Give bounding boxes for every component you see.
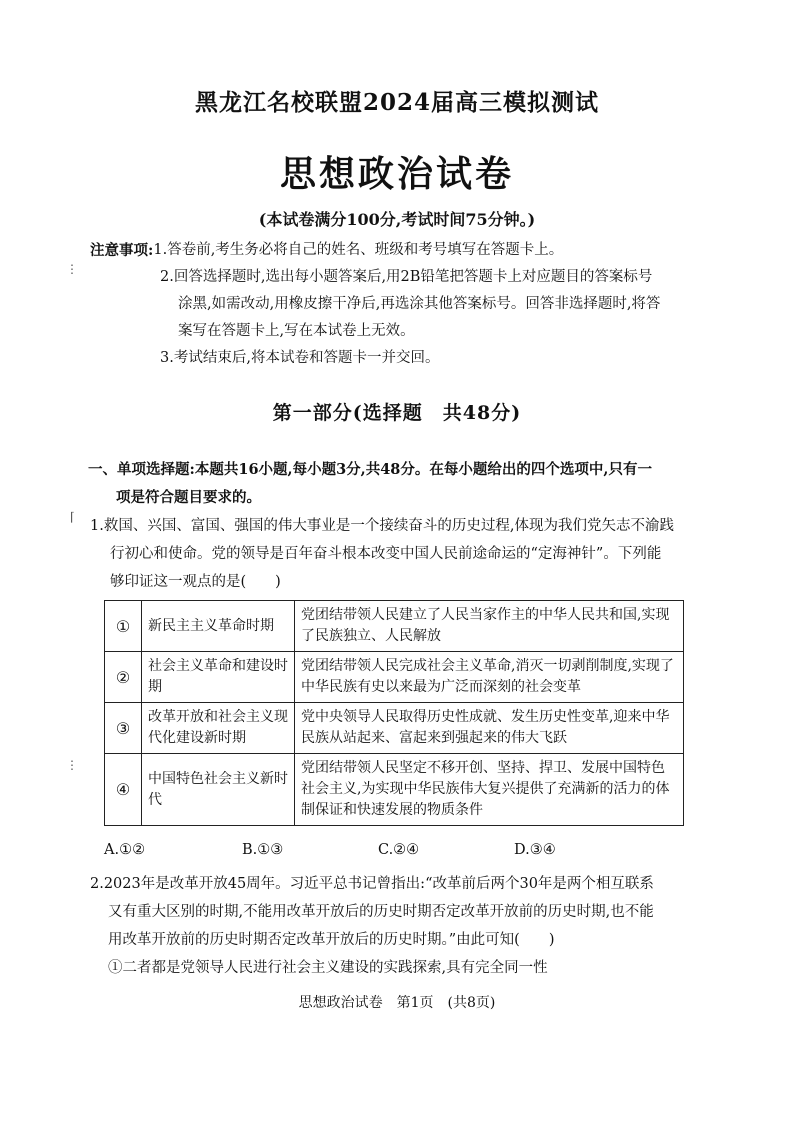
question-line: 1.救国、兴国、富国、强国的伟大事业是一个接续奋斗的历史过程,体现为我们党矢志不渝践 (90, 518, 674, 534)
exam-subtitle: (本试卷满分100分,考试时间75分钟。) (258, 210, 536, 229)
note-text: 1.答卷前,考生务必将自己的姓名、班级和考号填写在答题卡上。 (153, 242, 564, 258)
table-row (105, 652, 684, 703)
table-cell-content: 党团结带领人民坚定不移开创、坚持、捍卫、发展中国特色社会主义,为实现中华民族伟大复兴提供了充满新的活力的体制保证和快速发展的物质条件 (295, 754, 684, 826)
question-2 (90, 870, 720, 982)
page-footer: 思想政治试卷 第1页 (共8页) (298, 995, 496, 1011)
question-line: ①二者都是党领导人民进行社会主义建设的实践探索,具有完全同一性 (108, 960, 548, 976)
question-1 (90, 512, 720, 596)
table-row (105, 703, 684, 754)
notes-label: 注意事项: (90, 242, 154, 259)
note-item: 2.回答选择题时,选出每小题答案后,用2B铅笔把答题卡上对应题目的答案标号 (160, 269, 653, 285)
exam-header: 黑龙江名校联盟2024届高三模拟测试 (194, 89, 599, 116)
option-d: D.③④ (514, 842, 556, 858)
table-cell-content: 党团结带领人民完成社会主义革命,消灭一切剥削制度,实现了中华民族有史以来最为广泛而深刻的社会变革 (295, 652, 684, 703)
section-heading-line: 项是符合题目要求的。 (116, 489, 261, 506)
notes-section (90, 237, 710, 372)
question-line: 2.2023年是改革开放45周年。习近平总书记曾指出:“改革前后两个30年是两个相互联系 (90, 876, 654, 892)
table-cell-index: ① (105, 601, 142, 652)
table-row (105, 601, 684, 652)
scan-mark: ⋮ (66, 758, 78, 772)
section-heading-line: 一、单项选择题:本题共16小题,每小题3分,共48分。在每小题给出的四个选项中,只有一 (88, 461, 652, 478)
question-1-table (104, 600, 684, 826)
table-row (105, 754, 684, 826)
table-cell-period: 改革开放和社会主义现代化建设新时期 (142, 703, 295, 754)
option-a: A.①② (104, 842, 146, 858)
table-cell-period: 中国特色社会主义新时代 (142, 754, 295, 826)
question-line: 又有重大区别的时期,不能用改革开放后的历史时期否定改革开放前的历史时期,也不能 (108, 904, 654, 920)
table-cell-period: 新民主主义革命时期 (142, 601, 295, 652)
option-b: B.①③ (242, 842, 284, 858)
note-item-cont: 案写在答题卡上,写在本试卷上无效。 (178, 323, 415, 339)
section-heading (88, 456, 716, 512)
table-cell-content: 党中央领导人民取得历史性成就、发生历史性变革,迎来中华民族从站起来、富起来到强起来的伟大飞跃 (295, 703, 684, 754)
scan-mark: ⋮ (66, 262, 78, 276)
exam-title: 思想政治试卷 (279, 154, 514, 195)
question-line: 够印证这一观点的是( ) (110, 574, 281, 590)
table-cell-period: 社会主义革命和建设时期 (142, 652, 295, 703)
part-title: 第一部分(选择题 共48分) (272, 402, 522, 424)
table-cell-index: ③ (105, 703, 142, 754)
question-line: 用改革开放前的历史时期否定改革开放后的历史时期。”由此可知( ) (108, 932, 555, 948)
question-line: 行初心和使命。党的领导是百年奋斗根本改变中国人民前途命运的“定海神针”。下列能 (110, 546, 662, 562)
note-item (90, 237, 710, 264)
scan-mark: ⌈ (70, 510, 75, 524)
table-cell-index: ④ (105, 754, 142, 826)
note-item: 3.考试结束后,将本试卷和答题卡一并交回。 (160, 350, 440, 366)
table-cell-content: 党团结带领人民建立了人民当家作主的中华人民共和国,实现了民族独立、人民解放 (295, 601, 684, 652)
note-item-cont: 涂黑,如需改动,用橡皮擦干净后,再选涂其他答案标号。回答非选择题时,将答 (178, 296, 661, 312)
table-cell-index: ② (105, 652, 142, 703)
option-c: C.②④ (378, 842, 420, 858)
